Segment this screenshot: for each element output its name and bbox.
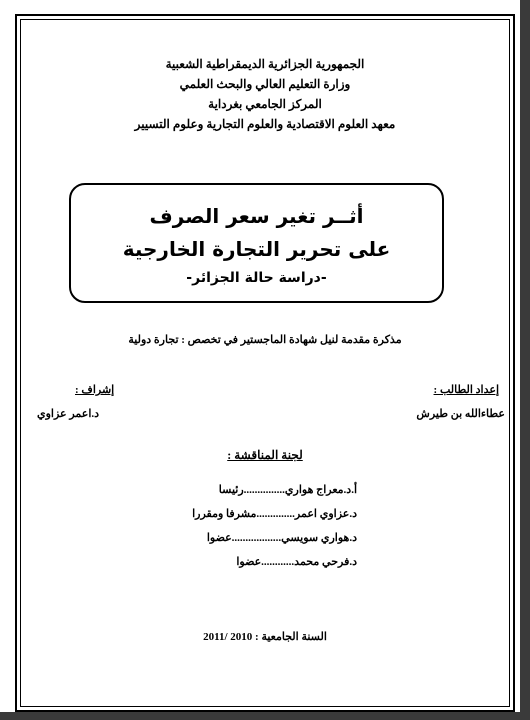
header-republic: الجمهورية الجزائرية الديمقراطية الشعبية [165,57,365,71]
title-box [69,183,444,303]
institution-header [17,54,513,134]
student-label: إعداد الطالب : [433,384,499,396]
supervisor-name: د.اعمر عزاوي [37,408,100,420]
committee-member: د.هواري سويسي..................عضوا [206,532,357,544]
academic-year: السنة الجامعية : 2010 /2011 [203,631,327,643]
committee-member: د.عزاوي اعمر..............مشرفا ومقررا [192,508,357,520]
memo-description: مذكرة مقدمة لنيل شهادة الماجستير في تخصص : تجارة دولية [128,334,402,346]
thesis-title-line1: أثــر تغير سعر الصرف [149,204,364,228]
viewer-scroll-edge [520,0,530,720]
supervisor-label: إشراف : [75,384,115,396]
committee-title: لجنة المناقشة : [227,448,303,462]
committee-member: د.فرحي محمد............عضوا [236,556,357,568]
student-name: عطاءالله بن طيرش [416,408,505,420]
thesis-title-line2: على تحرير التجارة الخارجية [122,237,391,261]
header-university: المركز الجامعي بغرداية [208,97,322,111]
document-page [15,14,515,712]
viewer-bottom-edge [0,712,530,720]
committee-member: أ.د.معراج هواري...............رئيسا [218,484,357,496]
committee-list [165,478,357,574]
thesis-subtitle: -دراسة حالة الجزائر- [186,270,327,286]
header-institute: معهد العلوم الاقتصادية والعلوم التجارية وعلوم التسيير [134,117,396,131]
header-ministry: وزارة التعليم العالي والبحث العلمي [179,77,351,91]
